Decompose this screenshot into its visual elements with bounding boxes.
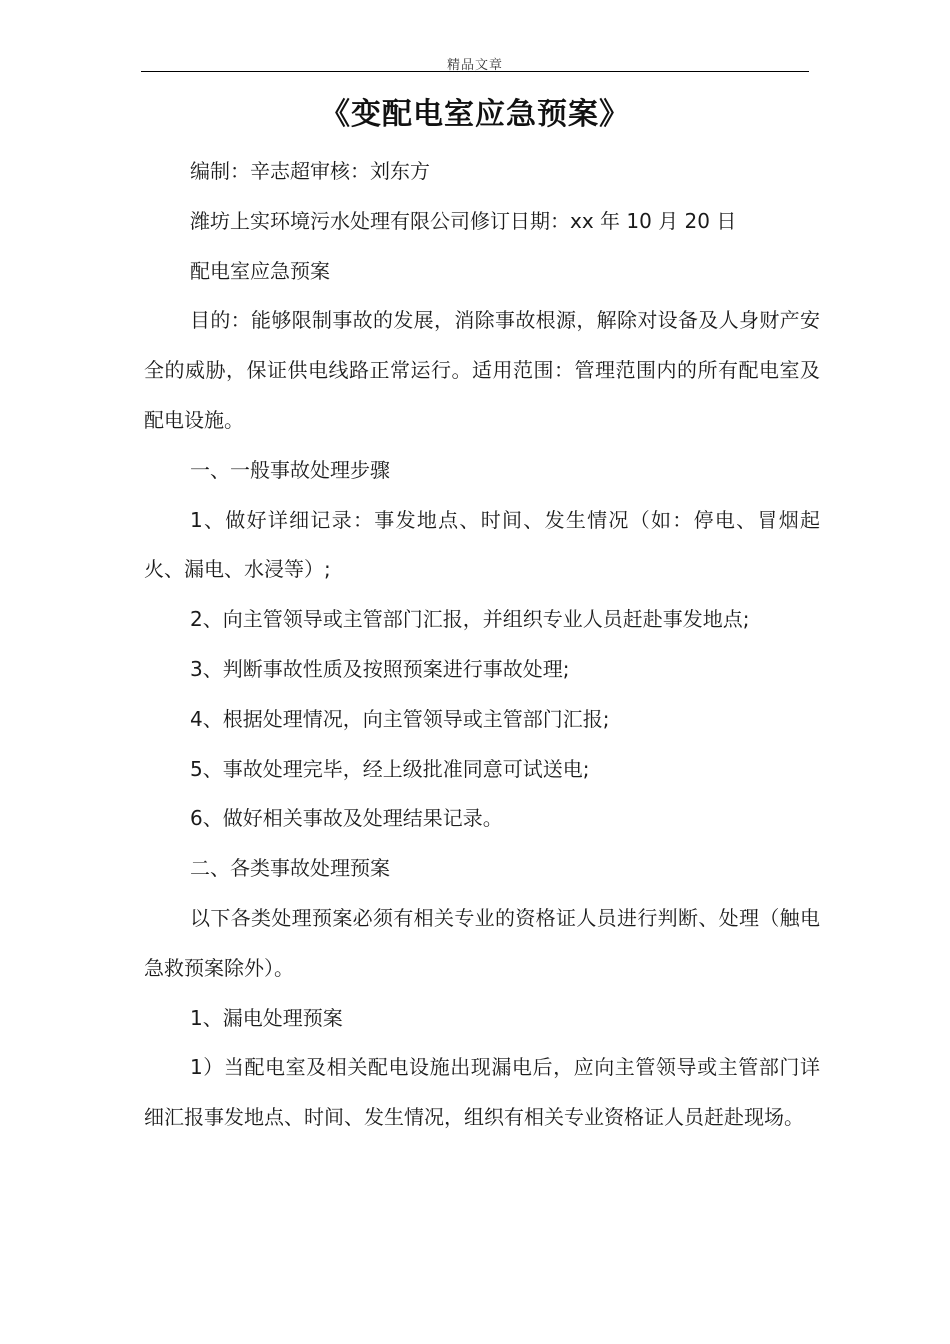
page-header-label: 精品文章 [446,58,503,73]
list-item: 2、向主管领导或主管部门汇报，并组织专业人员赶赴事发地点; [190,607,750,632]
paragraph-author: 编制：辛志超审核：刘东方 [190,159,430,183]
paragraph-purpose: 目的：能够限制事故的发展，消除事故根源，解除对设备及人身财产安全的威胁，保证供电线路正常运行。适用范围：管理范围内的所有配电室及配电设施。 [144,308,820,432]
list-item: 3、判断事故性质及按照预案进行事故处理; [190,656,570,681]
list-item: 1、做好详细记录：事发地点、时间、发生情况（如：停电、冒烟起火、漏电、水浸等）; [144,507,820,582]
subsection-heading-leakage: 1、漏电处理预案 [190,1005,343,1030]
paragraph-leakage-step-1: 1）当配电室及相关配电设施出现漏电后，应向主管领导或主管部门详细汇报事发地点、时间、发生情况，组织有相关专业资格证人员赶赴现场。 [144,1055,820,1130]
list-item: 6、做好相关事故及处理结果记录。 [190,806,503,831]
document-title: 《变配电室应急预案》 [320,97,630,132]
paragraph-plans-note: 以下各类处理预案必须有相关专业的资格证人员进行判断、处理（触电急救预案除外）。 [144,905,820,980]
section-heading-plans: 二、各类事故处理预案 [190,856,390,881]
list-item: 4、根据处理情况，向主管领导或主管部门汇报; [190,706,610,731]
header-rule [141,71,809,72]
paragraph-subtitle: 配电室应急预案 [190,258,330,283]
paragraph-company-date: 潍坊上实环境污水处理有限公司修订日期：xx 年 10 月 20 日 [190,208,737,233]
section-heading-general: 一、一般事故处理步骤 [190,457,390,482]
document-body [144,147,820,1143]
list-item: 5、事故处理完毕，经上级批准同意可试送电; [190,756,590,781]
